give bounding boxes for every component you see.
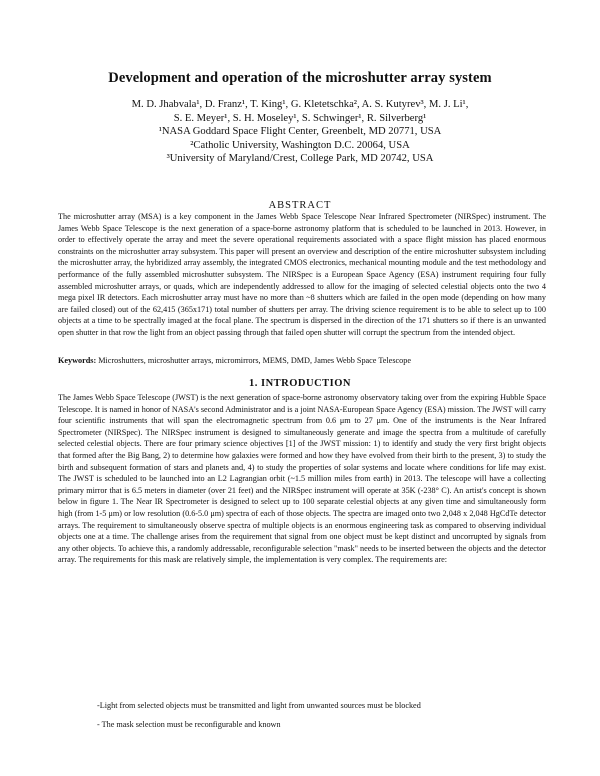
author-block	[0, 98, 600, 166]
affiliation-2: ²Catholic University, Washington D.C. 20064, USA	[190, 139, 410, 151]
requirement-item: - The mask selection must be reconfigurable and known	[97, 720, 281, 729]
abstract-body: The microshutter array (MSA) is a key component in the James Webb Space Telescope Near Infrared Spectrometer (NIRSpec) instrument. The James Webb Space Telescope is the next generation of a space-borne astronomy platform that is scheduled to be launched in 2013. However, in order to effectively operate the array and meet the severe operational requirements associated with a space flight mission has placed enormous constraints on the microshutter array subsystem. This paper will present an overview and description of the entire microshutter subsystem including the microshutter array, the hybridized array assembly, the integrated CMOS electronics, mechanical mounting module and the test methodology and performance of the fully assembled microshutter subsystem. The NIRSpec is a European Space Agency (ESA) instrument requiring four fully assembled microshutter arrays, or quads, which are independently addressed to allow for the imaging of selected celestial objects onto the two 4 mega pixel IR detectors. Each microshutter array must have no more than ~8 shutters which are failed in the open mode (depending on how many are failed closed) out of the 62,415 (365x171) total number of shutters per array. The driving science requirement is to be able to select up to 100 objects at a time to be spectrally imaged at the focal plane. The spectrum is dispersed in the direction of the 171 shutters so if there is an unwanted open shutter in that row the light from an object passing through that failed open shutter will corrupt the spectrum from the intended object.	[58, 212, 546, 337]
affiliation-3: ³University of Maryland/Crest, College Park, MD 20742, USA	[166, 153, 434, 164]
keywords-label: Keywords:	[58, 356, 97, 365]
abstract-heading: ABSTRACT	[268, 200, 332, 211]
keywords-text: Microshutters, microshutter arrays, micromirrors, MEMS, DMD, James Webb Space Telescope	[96, 356, 411, 365]
requirement-item: -Light from selected objects must be transmitted and light from unwanted sources must be blocked	[97, 701, 421, 710]
paper-title: Development and operation of the microshutter array system	[108, 70, 492, 86]
author-list-line-2: S. E. Meyer¹, S. H. Moseley¹, S. Schwinger¹, R. Silverberg¹	[173, 112, 427, 124]
keywords-line	[58, 355, 546, 367]
author-list-line-1: M. D. Jhabvala¹, D. Franz¹, T. King¹, G. Kletetschka², A. S. Kutyrev³, M. J. Li¹,	[131, 99, 469, 110]
introduction-heading: 1. INTRODUCTION	[248, 378, 351, 389]
affiliation-1: ¹NASA Goddard Space Flight Center, Greenbelt, MD 20771, USA	[158, 126, 442, 137]
introduction-body: The James Webb Space Telescope (JWST) is the next generation of space-borne astronomy observatory taking over from the expiring Hubble Space Telescope. It is named in honor of NASA's second Administrator and is a joint NASA-European Space Agency (ESA) mission. The JWST will carry four scientific instruments that will span the electromagnetic spectrum from 0.6 μm to 27 μm. One of the instruments is the Near Infrared Spectrometer (NIRSpec). The NIRSpec instrument is designed to simultaneously generate and image the spectra from a multitude of carefully selected celestial objects. There are four primary science objectives [1] of the JWST mission: 1) to identify and study the very first bright objects that formed after the Big Bang, 2) to determine how galaxies were formed and how they have evolved from their birth to the present, 3) to study the birth and subsequent formation of stars and planets and, 4) to study the properties of solar systems and locate where conditions for life may exist. The JWST is scheduled to be launched into an L2 Lagrangian orbit (~1.5 million miles from earth) in 2013. The telescope will have a collecting primary mirror that is 6.5 meters in diameter (over 21 feet) and the NIRSpec instrument will operate at 35K (-238° C). An artist's concept is shown below in figure 1. The Near IR Spectrometer is designed to select up to 100 separate celestial objects at any given time and simultaneously form high (from 1-5 μm) or low resolution (0.6-5.0 μm) spectra of each of those objects. The spectra are imaged onto two 2,048 x 2,048 HgCdTe detector arrays. The requirement to simultaneously observe spectra of multiple objects is an enormous engineering task as compared to observing individual objects one at a time. The challenge arises from the requirement that signal from one object must be kept distinct and uncorrupted by signals from any other objects. To achieve this, a randomly addressable, reconfigurable selection "mask" needs to be inserted between the objects and the detector array. The requirements for this mask are relatively simple, the implementation is very complex. The requirements are:	[58, 393, 546, 565]
